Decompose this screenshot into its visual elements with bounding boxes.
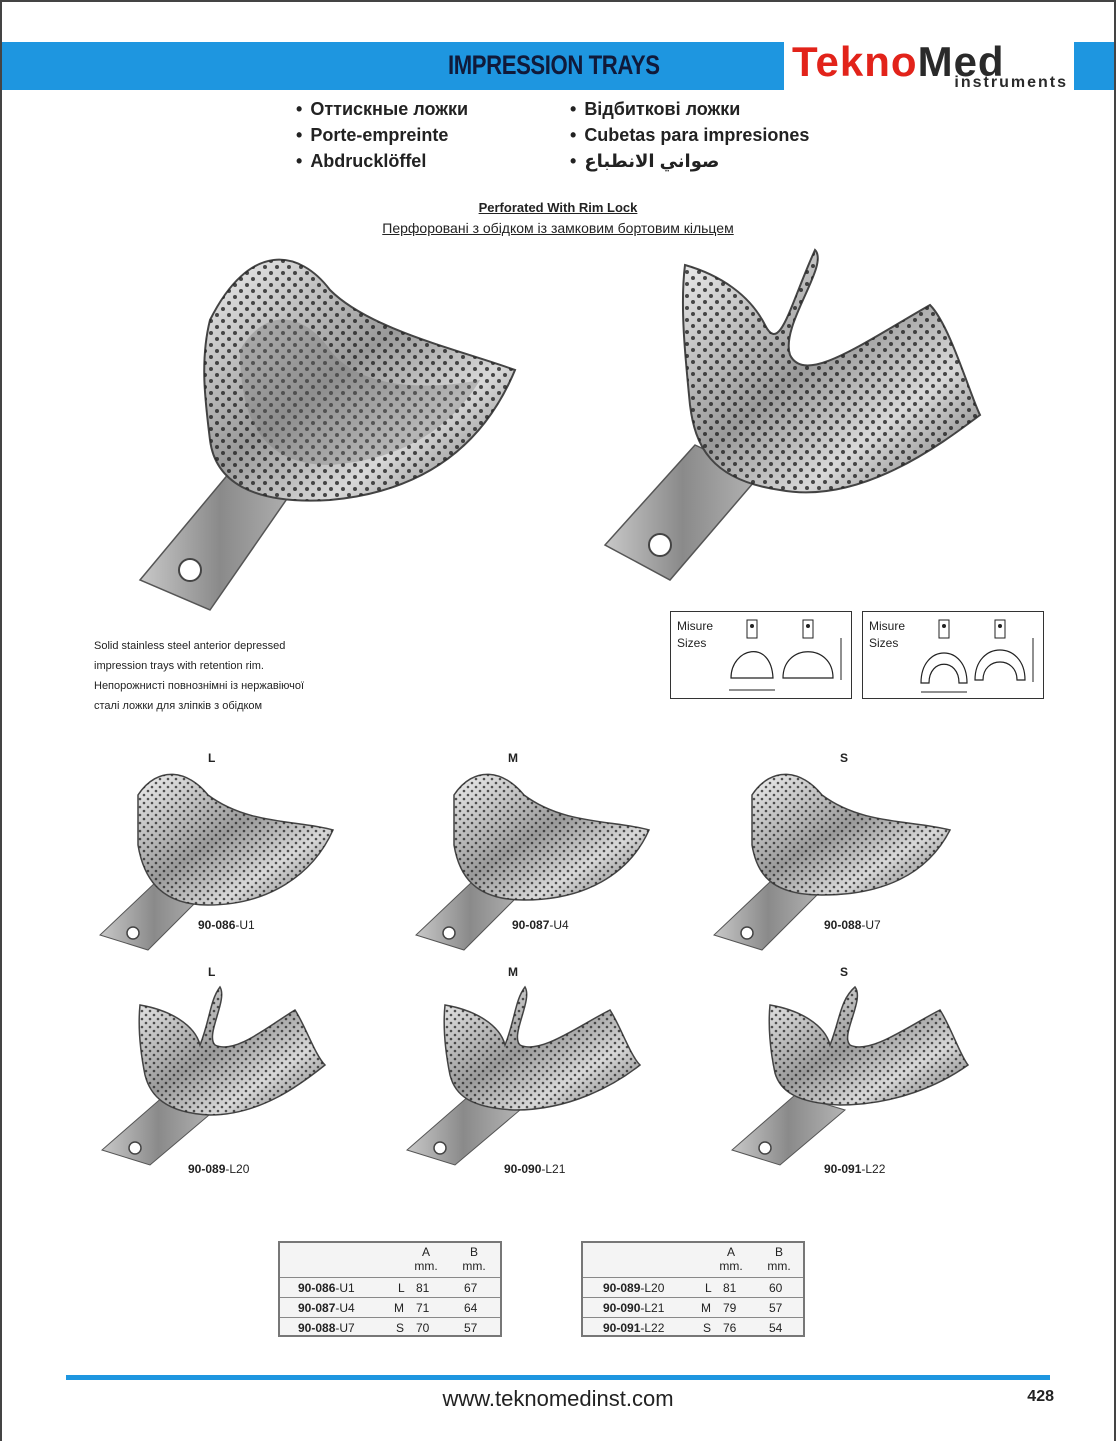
language-item: • Оттискные ложки: [296, 96, 468, 122]
caption-ukrainian: Перфоровані з обідком із замковим бортовим кільцем: [382, 220, 734, 236]
code-suffix: -L21: [541, 1162, 566, 1176]
code-number: 90-091: [824, 1162, 862, 1176]
header-label: A: [421, 1245, 430, 1259]
row-b: 60: [769, 1281, 783, 1295]
product-code: [824, 1162, 885, 1176]
code-number: 90-090: [504, 1162, 542, 1176]
lower-tray-large-image: [600, 245, 985, 585]
row-a: 70: [416, 1321, 430, 1335]
lower-tray-s-image: [730, 985, 970, 1170]
code-number: 90-088: [824, 918, 862, 932]
table-row: [280, 1297, 500, 1317]
code-number: 90-086: [298, 1281, 336, 1295]
row-size: L: [398, 1281, 405, 1295]
size-diagram-upper: [670, 611, 852, 699]
header-label: B: [774, 1245, 783, 1259]
code-suffix: -L21: [640, 1301, 665, 1315]
column-header-b: [759, 1245, 799, 1273]
product-description: [94, 636, 304, 716]
language-item: • Porte-empreinte: [296, 122, 468, 148]
code-number: 90-090: [603, 1301, 641, 1315]
size-label-en: Sizes: [869, 636, 899, 650]
table-row: [280, 1317, 500, 1337]
code-number: 90-086: [198, 918, 236, 932]
footer-divider: [66, 1375, 1050, 1380]
code-suffix: -U1: [235, 918, 255, 932]
size-diagram-label: [677, 618, 713, 652]
language-list-right: [570, 96, 809, 174]
size-letter: L: [208, 965, 216, 979]
code-suffix: -L22: [861, 1162, 886, 1176]
row-b: 64: [464, 1301, 478, 1315]
lower-tray-outline-icon: [913, 618, 1043, 698]
code-suffix: -L20: [640, 1281, 665, 1295]
row-a: 79: [723, 1301, 737, 1315]
code-suffix: -U4: [549, 918, 569, 932]
row-code: [603, 1301, 664, 1315]
table-row: [583, 1317, 803, 1337]
size-letter: S: [840, 965, 849, 979]
lower-tray-l-image: [100, 985, 330, 1170]
size-label-it: Misure: [869, 619, 906, 633]
row-code: [603, 1321, 664, 1335]
table-row: [583, 1297, 803, 1317]
code-suffix: -L22: [640, 1321, 665, 1335]
column-header-a: [711, 1245, 751, 1273]
row-size: S: [396, 1321, 405, 1335]
header-unit: mm.: [414, 1259, 438, 1273]
row-code: [298, 1321, 355, 1335]
product-code: [512, 918, 569, 932]
language-item: • Cubetas para impresiones: [570, 122, 809, 148]
row-b: 57: [769, 1301, 783, 1315]
code-number: 90-088: [298, 1321, 336, 1335]
header-label: A: [726, 1245, 735, 1259]
size-letter: M: [508, 751, 518, 765]
language-list-left: [296, 96, 468, 174]
size-diagram-label: [869, 618, 905, 652]
header-unit: mm.: [767, 1259, 791, 1273]
spec-table-lower: [581, 1241, 805, 1337]
product-code: [504, 1162, 565, 1176]
language-item: • Abdrucklöffel: [296, 148, 468, 174]
code-suffix: -U1: [335, 1281, 355, 1295]
row-b: 67: [464, 1281, 478, 1295]
code-number: 90-089: [603, 1281, 641, 1295]
row-a: 76: [723, 1321, 737, 1335]
header-unit: mm.: [462, 1259, 486, 1273]
description-line: Solid stainless steel anterior depressed: [94, 640, 286, 652]
code-number: 90-087: [298, 1301, 336, 1315]
description-line: сталі ложки для зліпків з обідком: [94, 700, 263, 712]
row-b: 57: [464, 1321, 478, 1335]
product-code: [824, 918, 881, 932]
page-number: 428: [1027, 1388, 1054, 1405]
row-code: [298, 1301, 355, 1315]
table-row: [280, 1277, 500, 1297]
code-number: 90-089: [188, 1162, 226, 1176]
row-a: 81: [723, 1281, 737, 1295]
table-row: [583, 1277, 803, 1297]
column-header-b: [454, 1245, 494, 1273]
column-header-a: [406, 1245, 446, 1273]
product-code: [188, 1162, 249, 1176]
size-letter: L: [208, 751, 216, 765]
logo-part1: Tekno: [792, 38, 918, 85]
website-link[interactable]: www.teknomedinst.com: [442, 1386, 674, 1411]
row-a: 81: [416, 1281, 430, 1295]
code-suffix: -L20: [225, 1162, 250, 1176]
lower-tray-m-image: [405, 985, 645, 1170]
code-suffix: -U4: [335, 1301, 355, 1315]
upper-tray-large-image: [130, 240, 525, 620]
upper-tray-outline-icon: [721, 618, 851, 698]
code-number: 90-091: [603, 1321, 641, 1335]
page-title: IMPRESSION TRAYS: [448, 50, 660, 80]
row-size: M: [701, 1301, 711, 1315]
header-label: B: [469, 1245, 478, 1259]
row-size: M: [394, 1301, 404, 1315]
row-b: 54: [769, 1321, 783, 1335]
header-unit: mm.: [719, 1259, 743, 1273]
code-suffix: -U7: [335, 1321, 355, 1335]
code-number: 90-087: [512, 918, 550, 932]
row-a: 71: [416, 1301, 430, 1315]
row-size: S: [703, 1321, 712, 1335]
language-item: • Відбиткові ложки: [570, 96, 809, 122]
product-code: [198, 918, 255, 932]
language-item: • صواني الانطباع: [570, 148, 809, 174]
size-label-it: Misure: [677, 619, 714, 633]
row-code: [603, 1281, 664, 1295]
logo-subtitle: instruments: [954, 74, 1068, 91]
description-line: Непорожнисті повнознімні із нержавіючої: [94, 680, 305, 692]
size-letter: M: [508, 965, 518, 979]
description-line: impression trays with retention rim.: [94, 660, 264, 672]
size-label-en: Sizes: [677, 636, 707, 650]
code-suffix: -U7: [861, 918, 881, 932]
size-diagram-lower: [862, 611, 1044, 699]
logo-part2: Med: [917, 38, 1005, 85]
brand-logo: [784, 38, 1074, 94]
size-letter: S: [840, 751, 849, 765]
row-size: L: [705, 1281, 712, 1295]
caption-english: Perforated With Rim Lock: [478, 200, 638, 215]
row-code: [298, 1281, 355, 1295]
spec-table-upper: [278, 1241, 502, 1337]
